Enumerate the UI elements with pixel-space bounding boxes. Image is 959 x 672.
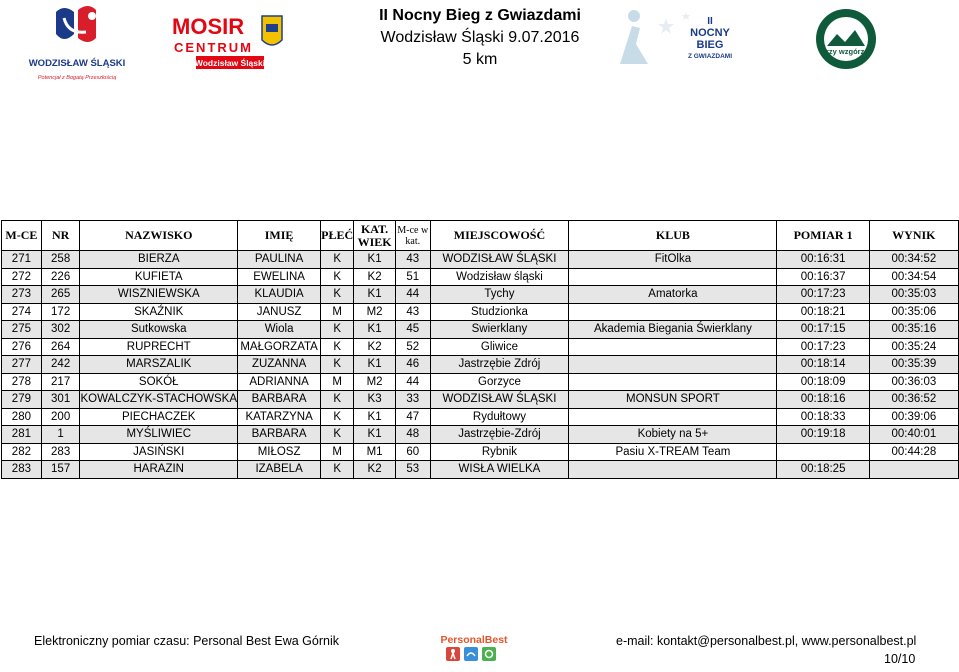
cell-number: 226 <box>41 268 80 286</box>
cell-first-name: BARBARA <box>238 391 321 409</box>
cell-category-place: 52 <box>395 338 430 356</box>
cell-club <box>569 338 777 356</box>
cell-number: 1 <box>41 426 80 444</box>
cell-surname: KUFIETA <box>80 268 238 286</box>
results-table <box>1 220 959 479</box>
cell-place: 272 <box>2 268 42 286</box>
cell-split-1: 00:17:23 <box>777 286 869 304</box>
cell-first-name: KATARZYNA <box>238 408 321 426</box>
table-row <box>2 321 959 339</box>
cell-town: WISŁA WIELKA <box>430 461 569 479</box>
cell-surname: SKAŹNIK <box>80 303 238 321</box>
event-title <box>330 5 630 71</box>
svg-text:Potencjał z Bogatą Przeszłości: Potencjał z Bogatą Przeszłością <box>37 75 117 81</box>
cell-town: Rydułtowy <box>430 408 569 426</box>
cell-split-1: 00:16:37 <box>777 268 869 286</box>
cell-result: 00:36:03 <box>869 373 958 391</box>
table-row <box>2 426 959 444</box>
cell-sex: K <box>321 321 354 339</box>
cell-split-1: 00:18:25 <box>777 461 869 479</box>
page-number: 10/10 <box>884 652 916 666</box>
cell-club: Kobiety na 5+ <box>569 426 777 444</box>
cell-club: MONSUN SPORT <box>569 391 777 409</box>
svg-text:CENTRUM: CENTRUM <box>174 40 253 55</box>
cell-sex: M <box>321 303 354 321</box>
cell-split-1: 00:16:31 <box>777 251 869 269</box>
cell-place: 274 <box>2 303 42 321</box>
cell-result: 00:35:03 <box>869 286 958 304</box>
cell-town: Tychy <box>430 286 569 304</box>
cell-first-name: BARBARA <box>238 426 321 444</box>
cell-split-1: 00:18:33 <box>777 408 869 426</box>
results-body <box>2 251 959 479</box>
cell-first-name: IZABELA <box>238 461 321 479</box>
col-header-place: M-CE <box>2 221 42 251</box>
cell-place: 278 <box>2 373 42 391</box>
cell-sex: M <box>321 443 354 461</box>
cell-club: Pasiu X-TREAM Team <box>569 443 777 461</box>
cell-surname: Sutkowska <box>80 321 238 339</box>
personalbest-logo <box>436 632 512 668</box>
table-row <box>2 286 959 304</box>
cell-place: 271 <box>2 251 42 269</box>
cell-age-category: K1 <box>354 408 396 426</box>
cell-surname: MARSZALIK <box>80 356 238 374</box>
cell-club <box>569 408 777 426</box>
cell-number: 264 <box>41 338 80 356</box>
cell-age-category: K2 <box>354 338 396 356</box>
cell-age-category: K1 <box>354 286 396 304</box>
cell-age-category: K3 <box>354 391 396 409</box>
cell-first-name: MAŁGORZATA <box>238 338 321 356</box>
cell-town: Gliwice <box>430 338 569 356</box>
table-row <box>2 408 959 426</box>
cell-category-place: 43 <box>395 303 430 321</box>
col-header-sex: PŁEĆ <box>321 221 354 251</box>
cell-sex: M <box>321 373 354 391</box>
table-row <box>2 303 959 321</box>
cell-place: 277 <box>2 356 42 374</box>
cell-first-name: JANUSZ <box>238 303 321 321</box>
col-header-age-category: KAT. WIEK <box>354 221 396 251</box>
mosir-centrum-logo <box>170 10 290 72</box>
svg-text:Z GWIAZDAMI: Z GWIAZDAMI <box>687 53 733 60</box>
cell-surname: BIERZA <box>80 251 238 269</box>
cell-age-category: K1 <box>354 356 396 374</box>
cell-town: Studzionka <box>430 303 569 321</box>
cell-first-name: ADRIANNA <box>238 373 321 391</box>
cell-age-category: K1 <box>354 251 396 269</box>
cell-club: Akademia Biegania Świerklany <box>569 321 777 339</box>
cell-result: 00:44:28 <box>869 443 958 461</box>
table-header-row <box>2 221 959 251</box>
cell-category-place: 47 <box>395 408 430 426</box>
cell-club <box>569 268 777 286</box>
cell-club <box>569 303 777 321</box>
cell-category-place: 44 <box>395 286 430 304</box>
cell-category-place: 51 <box>395 268 430 286</box>
cell-result: 00:34:54 <box>869 268 958 286</box>
table-row <box>2 268 959 286</box>
col-header-surname: NAZWISKO <box>80 221 238 251</box>
event-name: II Nocny Bieg z Gwiazdami <box>379 7 581 24</box>
event-date: Wodzisław Śląski 9.07.2016 <box>380 29 580 46</box>
svg-text:WODZISŁAW ŚLĄSKI: WODZISŁAW ŚLĄSKI <box>28 58 126 69</box>
cell-category-place: 43 <box>395 251 430 269</box>
svg-text:trzy wzgórza: trzy wzgórza <box>823 47 869 56</box>
cell-number: 265 <box>41 286 80 304</box>
cell-sex: K <box>321 268 354 286</box>
cell-place: 283 <box>2 461 42 479</box>
cell-split-1: 00:18:14 <box>777 356 869 374</box>
cell-sex: K <box>321 426 354 444</box>
cell-age-category: M2 <box>354 373 396 391</box>
svg-text:BIEG: BIEG <box>696 39 724 51</box>
cell-town: WODZISŁAW ŚLĄSKI <box>430 251 569 269</box>
cell-number: 258 <box>41 251 80 269</box>
cell-result: 00:40:01 <box>869 426 958 444</box>
cell-surname: MYŚLIWIEC <box>80 426 238 444</box>
cell-result: 00:35:06 <box>869 303 958 321</box>
cell-age-category: M1 <box>354 443 396 461</box>
cell-club <box>569 373 777 391</box>
cell-town: Jastrzębie Zdrój <box>430 356 569 374</box>
table-row <box>2 251 959 269</box>
svg-text:MOSIR: MOSIR <box>172 14 245 39</box>
cell-category-place: 33 <box>395 391 430 409</box>
cell-category-place: 44 <box>395 373 430 391</box>
svg-text:NOCNY: NOCNY <box>690 27 730 39</box>
cell-number: 242 <box>41 356 80 374</box>
table-row <box>2 356 959 374</box>
cell-place: 275 <box>2 321 42 339</box>
cell-place: 282 <box>2 443 42 461</box>
cell-category-place: 45 <box>395 321 430 339</box>
cell-category-place: 48 <box>395 426 430 444</box>
cell-surname: PIECHACZEK <box>80 408 238 426</box>
col-header-category-place: M-ce w kat. <box>395 221 430 251</box>
cell-town: Swierklany <box>430 321 569 339</box>
cell-sex: K <box>321 408 354 426</box>
table-row <box>2 373 959 391</box>
cell-sex: K <box>321 251 354 269</box>
cell-category-place: 53 <box>395 461 430 479</box>
cell-split-1: 00:18:21 <box>777 303 869 321</box>
cell-result: 00:35:16 <box>869 321 958 339</box>
col-header-number: NR <box>41 221 80 251</box>
cell-age-category: M2 <box>354 303 396 321</box>
cell-surname: WISZNIEWSKA <box>80 286 238 304</box>
cell-result: 00:35:24 <box>869 338 958 356</box>
svg-text:II: II <box>707 16 713 27</box>
svg-text:PersonalBest: PersonalBest <box>440 634 508 646</box>
cell-number: 302 <box>41 321 80 339</box>
cell-first-name: Wiola <box>238 321 321 339</box>
cell-town: Gorzyce <box>430 373 569 391</box>
cell-split-1: 00:17:23 <box>777 338 869 356</box>
cell-age-category: K1 <box>354 321 396 339</box>
table-row <box>2 338 959 356</box>
cell-surname: SOKÓŁ <box>80 373 238 391</box>
cell-sex: K <box>321 286 354 304</box>
table-row <box>2 461 959 479</box>
cell-club: FitOlka <box>569 251 777 269</box>
col-header-club: KLUB <box>569 221 777 251</box>
cell-first-name: KLAUDIA <box>238 286 321 304</box>
cell-sex: K <box>321 391 354 409</box>
cell-place: 280 <box>2 408 42 426</box>
cell-split-1: 00:19:18 <box>777 426 869 444</box>
col-header-first-name: IMIĘ <box>238 221 321 251</box>
cell-split-1 <box>777 443 869 461</box>
cell-number: 200 <box>41 408 80 426</box>
cell-category-place: 60 <box>395 443 430 461</box>
cell-first-name: PAULINA <box>238 251 321 269</box>
cell-number: 217 <box>41 373 80 391</box>
cell-surname: HARAZIN <box>80 461 238 479</box>
cell-result: 00:39:06 <box>869 408 958 426</box>
cell-place: 276 <box>2 338 42 356</box>
cell-place: 273 <box>2 286 42 304</box>
col-header-split-1: POMIAR 1 <box>777 221 869 251</box>
cell-result: 00:36:52 <box>869 391 958 409</box>
cell-first-name: MIŁOSZ <box>238 443 321 461</box>
col-header-town: MIEJSCOWOŚĆ <box>430 221 569 251</box>
cell-first-name: EWELINA <box>238 268 321 286</box>
cell-number: 172 <box>41 303 80 321</box>
cell-age-category: K1 <box>354 426 396 444</box>
cell-place: 279 <box>2 391 42 409</box>
cell-club <box>569 356 777 374</box>
cell-split-1: 00:18:16 <box>777 391 869 409</box>
cell-result <box>869 461 958 479</box>
cell-surname: RUPRECHT <box>80 338 238 356</box>
cell-sex: K <box>321 338 354 356</box>
col-header-result: WYNIK <box>869 221 958 251</box>
cell-place: 281 <box>2 426 42 444</box>
cell-number: 157 <box>41 461 80 479</box>
cell-split-1: 00:17:15 <box>777 321 869 339</box>
cell-number: 301 <box>41 391 80 409</box>
cell-result: 00:34:52 <box>869 251 958 269</box>
nocny-bieg-logo <box>610 4 746 68</box>
cell-sex: K <box>321 461 354 479</box>
cell-age-category: K2 <box>354 268 396 286</box>
cell-surname: JASIŃSKI <box>80 443 238 461</box>
cell-club <box>569 461 777 479</box>
cell-town: WODZISŁAW ŚLĄSKI <box>430 391 569 409</box>
cell-number: 283 <box>41 443 80 461</box>
footer-timing-credit: Elektroniczny pomiar czasu: Personal Best Ewa Górnik <box>34 634 339 648</box>
cell-category-place: 46 <box>395 356 430 374</box>
cell-split-1: 00:18:09 <box>777 373 869 391</box>
svg-text:Wodzisław Śląski: Wodzisław Śląski <box>194 58 266 68</box>
cell-sex: K <box>321 356 354 374</box>
cell-surname: KOWALCZYK-STACHOWSKA <box>80 391 238 409</box>
cell-town: Rybnik <box>430 443 569 461</box>
table-row <box>2 391 959 409</box>
cell-club: Amatorka <box>569 286 777 304</box>
cell-first-name: ZUZANNA <box>238 356 321 374</box>
cell-age-category: K2 <box>354 461 396 479</box>
wodzislaw-city-logo <box>28 4 126 92</box>
cell-town: Wodzisław śląski <box>430 268 569 286</box>
cell-result: 00:35:39 <box>869 356 958 374</box>
cell-town: Jastrzębie-Zdrój <box>430 426 569 444</box>
event-distance: 5 km <box>462 51 498 68</box>
footer-contact: e-mail: kontakt@personalbest.pl, www.personalbest.pl <box>616 634 917 648</box>
trzy-wzgorza-logo <box>815 8 877 70</box>
table-row <box>2 443 959 461</box>
